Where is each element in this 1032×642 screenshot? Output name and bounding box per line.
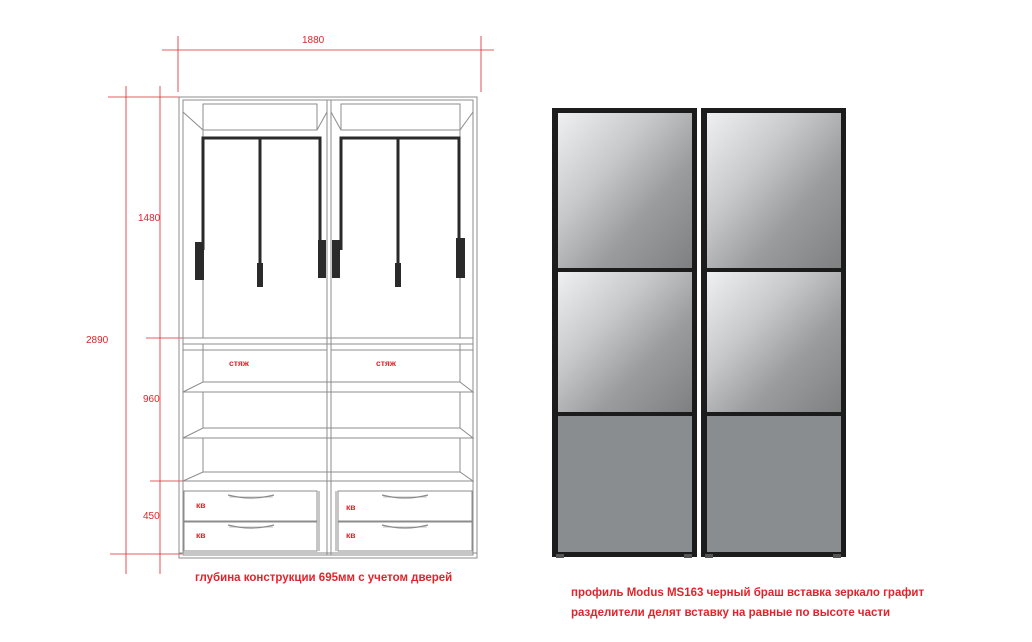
dim-total-height: 2890 [86,335,109,346]
dim-middle: 960 [143,394,160,405]
drawer-handle [382,495,428,498]
wardrobe-lift-left [195,138,326,287]
profile-note: профиль Modus MS163 черный браш вставка зеркало графит [571,587,925,599]
drawer-right-bottom [338,522,472,551]
drawer-label: кв [196,500,206,510]
shelf-2 [183,382,473,392]
sliding-door-right [701,108,846,558]
dim-drawers: 450 [143,511,160,522]
shelf-3 [183,428,473,438]
wardrobe-lift-right [332,138,465,287]
shelf-4 [183,472,473,481]
divider-note: разделители делят вставку на равные по высоте части [571,607,891,619]
drawer-handle [382,525,428,528]
shelf-1 [183,338,473,344]
cabinet-outer-frame [179,97,477,558]
drawer-handle [228,525,274,528]
drawer-handle [228,495,274,498]
depth-note: глубина конструкции 695мм с учетом дверей [195,572,453,584]
cabinet-inner-frame [183,100,473,555]
dim-upper: 1480 [138,213,161,224]
sliding-door-left [552,108,697,558]
dimension-lines [108,36,494,574]
tie-label-left: стяж [229,358,249,368]
dim-width: 1880 [302,35,325,46]
drawer-label: кв [346,530,356,540]
drawer-right-top [338,491,472,521]
drawer-label: кв [196,530,206,540]
cabinet-front-view [179,97,477,558]
drawer-label: кв [346,502,356,512]
tie-label-right: стяж [376,358,396,368]
